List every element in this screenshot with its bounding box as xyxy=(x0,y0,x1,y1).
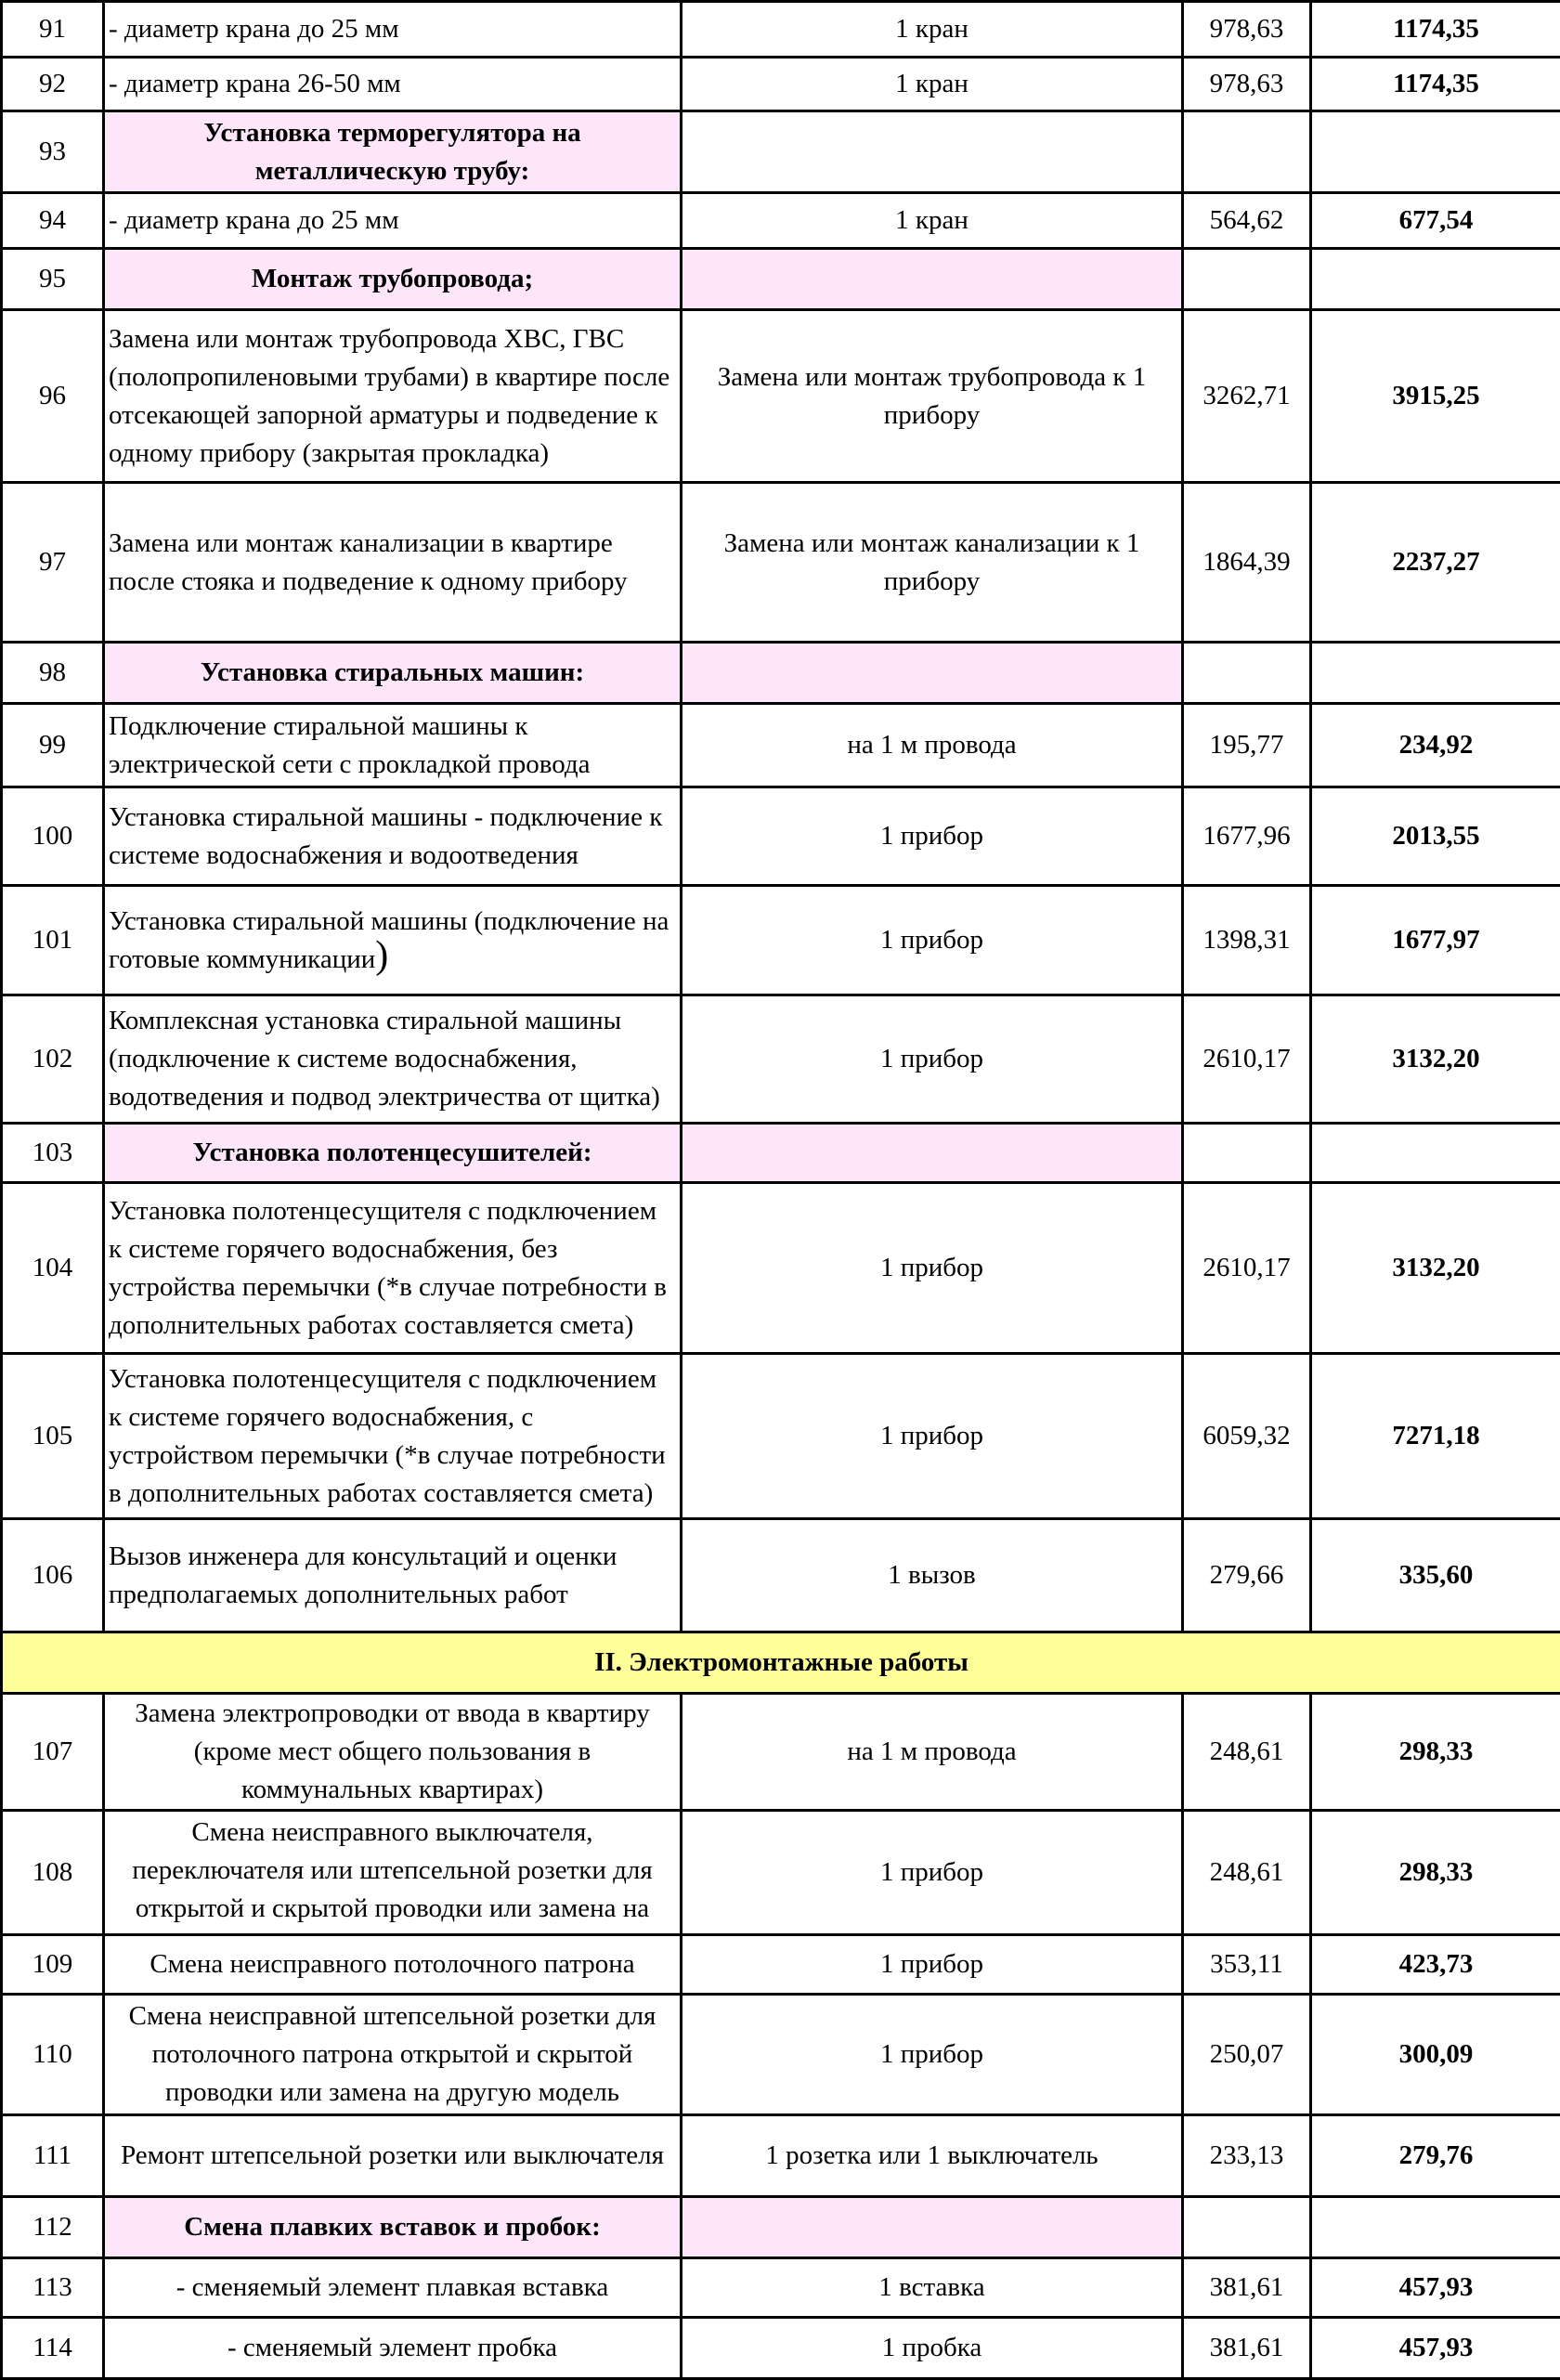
table-row xyxy=(2,1935,1560,1995)
price-value: 2610,17 xyxy=(1183,995,1311,1124)
service-description: - сменяемый элемент пробка xyxy=(104,2318,682,2379)
unit-of-measure xyxy=(682,249,1183,310)
table-row xyxy=(2,995,1560,1124)
table-row xyxy=(2,193,1560,249)
service-description xyxy=(104,995,682,1124)
total-price-value xyxy=(1311,249,1560,310)
service-description: Подключение стиральной машины к электрической сети с прокладкой провода xyxy=(104,704,682,787)
price-value xyxy=(1183,643,1311,704)
price-value: 279,66 xyxy=(1183,1519,1311,1632)
unit-of-measure: 1 розетка или 1 выключатель xyxy=(682,2115,1183,2197)
price-value: 248,61 xyxy=(1183,1811,1311,1935)
unit-of-measure: 1 кран xyxy=(682,193,1183,249)
unit-of-measure: на 1 м провода xyxy=(682,1694,1183,1811)
unit-of-measure: 1 прибор xyxy=(682,1811,1183,1935)
row-number: 103 xyxy=(2,1124,104,1183)
row-number: 109 xyxy=(2,1935,104,1995)
price-value: 1398,31 xyxy=(1183,886,1311,995)
table-row xyxy=(2,483,1560,643)
group-heading: Установка стиральных машин: xyxy=(104,643,682,704)
service-description-text: Установка стиральной машины - подключение к системе водоснабжения и водоотведения xyxy=(109,799,676,875)
unit-of-measure xyxy=(682,2197,1183,2258)
unit-of-measure: 1 вызов xyxy=(682,1519,1183,1632)
price-value: 250,07 xyxy=(1183,1995,1311,2115)
service-description xyxy=(104,1354,682,1519)
service-description: Ремонт штепсельной розетки или выключателя xyxy=(104,2115,682,2197)
closing-paren: ) xyxy=(375,934,388,977)
service-description: Замена или монтаж канализации в квартире после стояка и подведение к одному прибору xyxy=(104,483,682,643)
service-description-text: Установка полотенцесущителя с подключением к системе горячего водоснабжения, с устройством перемычки (*в случае потребности в дополнительных работах составляется смета) xyxy=(109,1360,676,1513)
unit-of-measure: 1 пробка xyxy=(682,2318,1183,2379)
service-description xyxy=(104,886,682,995)
total-price-value: 3915,25 xyxy=(1311,310,1560,483)
table-row xyxy=(2,2115,1560,2197)
row-number: 114 xyxy=(2,2318,104,2379)
total-price-value: 2013,55 xyxy=(1311,787,1560,886)
unit-of-measure: 1 прибор xyxy=(682,787,1183,886)
service-description xyxy=(104,1811,682,1935)
group-heading: Установка полотенцесушителей: xyxy=(104,1124,682,1183)
row-number: 101 xyxy=(2,886,104,995)
row-number: 98 xyxy=(2,643,104,704)
service-description: Замена электропроводки от ввода в квартиру (кроме мест общего пользования в коммунальных квартирах) xyxy=(104,1694,682,1811)
service-description: Вызов инженера для консультаций и оценки предполагаемых дополнительных работ xyxy=(104,1519,682,1632)
row-number: 107 xyxy=(2,1694,104,1811)
total-price-value: 677,54 xyxy=(1311,193,1560,249)
unit-of-measure: 1 вставка xyxy=(682,2258,1183,2318)
row-number: 102 xyxy=(2,995,104,1124)
unit-of-measure: 1 прибор xyxy=(682,995,1183,1124)
table-row xyxy=(2,1995,1560,2115)
table-row xyxy=(2,2318,1560,2379)
service-description: Смена неисправного потолочного патрона xyxy=(104,1935,682,1995)
service-description: - сменяемый элемент плавкая вставка xyxy=(104,2258,682,2318)
service-description: - диаметр крана до 25 мм xyxy=(104,2,682,58)
total-price-value: 3132,20 xyxy=(1311,995,1560,1124)
row-number: 91 xyxy=(2,2,104,58)
row-number: 111 xyxy=(2,2115,104,2197)
service-description-text: Замена или монтаж трубопровода ХВС, ГВС (полопропиленовыми трубами) в квартире после отсекающей запорной арматуры и подведение к одному прибору (закрытая прокладка) xyxy=(109,320,676,473)
price-value xyxy=(1183,1124,1311,1183)
table-row xyxy=(2,111,1560,193)
price-value: 248,61 xyxy=(1183,1694,1311,1811)
total-price-value: 3132,20 xyxy=(1311,1183,1560,1354)
service-description: - диаметр крана до 25 мм xyxy=(104,193,682,249)
group-heading: Монтаж трубопровода; xyxy=(104,249,682,310)
price-value: 564,62 xyxy=(1183,193,1311,249)
section-row xyxy=(2,1632,1560,1694)
table-row xyxy=(2,1183,1560,1354)
total-price-value: 2237,27 xyxy=(1311,483,1560,643)
table-row xyxy=(2,2197,1560,2258)
row-number: 105 xyxy=(2,1354,104,1519)
unit-of-measure: Замена или монтаж канализации к 1 прибору xyxy=(682,483,1183,643)
price-value: 381,61 xyxy=(1183,2258,1311,2318)
service-description xyxy=(104,1183,682,1354)
row-number: 92 xyxy=(2,58,104,111)
total-price-value: 457,93 xyxy=(1311,2318,1560,2379)
unit-of-measure: 1 прибор xyxy=(682,886,1183,995)
service-description-text: Комплексная установка стиральной машины (подключение к системе водоснабжения, водотведения и подвод электричества от щитка) xyxy=(109,1002,676,1116)
service-description-text: Смена неисправного выключателя, переключателя или штепсельной розетки для открытой и скрытой проводки или замена на xyxy=(109,1814,676,1932)
unit-of-measure: 1 прибор xyxy=(682,1354,1183,1519)
row-number: 97 xyxy=(2,483,104,643)
total-price-value: 298,33 xyxy=(1311,1694,1560,1811)
table-row xyxy=(2,2258,1560,2318)
total-price-value: 1677,97 xyxy=(1311,886,1560,995)
service-description: - диаметр крана 26-50 мм xyxy=(104,58,682,111)
row-number: 96 xyxy=(2,310,104,483)
total-price-value: 298,33 xyxy=(1311,1811,1560,1935)
table-row xyxy=(2,704,1560,787)
unit-of-measure: 1 прибор xyxy=(682,1935,1183,1995)
price-value: 978,63 xyxy=(1183,2,1311,58)
total-price-value xyxy=(1311,2197,1560,2258)
row-number: 100 xyxy=(2,787,104,886)
unit-of-measure: 1 прибор xyxy=(682,1995,1183,2115)
unit-of-measure xyxy=(682,1124,1183,1183)
table-row xyxy=(2,310,1560,483)
row-number: 94 xyxy=(2,193,104,249)
unit-of-measure: Замена или монтаж трубопровода к 1 прибору xyxy=(682,310,1183,483)
row-number: 99 xyxy=(2,704,104,787)
total-price-value: 335,60 xyxy=(1311,1519,1560,1632)
row-number: 113 xyxy=(2,2258,104,2318)
price-value: 195,77 xyxy=(1183,704,1311,787)
price-value: 2610,17 xyxy=(1183,1183,1311,1354)
row-number: 95 xyxy=(2,249,104,310)
unit-of-measure: 1 прибор xyxy=(682,1183,1183,1354)
price-value: 1864,39 xyxy=(1183,483,1311,643)
service-description xyxy=(104,787,682,886)
price-value: 381,61 xyxy=(1183,2318,1311,2379)
price-value xyxy=(1183,111,1311,193)
service-description-text: Смена неисправной штепсельной розетки для потолочного патрона открытой и скрытой проводки или замена на другую модель xyxy=(109,1997,676,2112)
unit-of-measure: 1 кран xyxy=(682,2,1183,58)
table-row xyxy=(2,1694,1560,1811)
table-row xyxy=(2,2,1560,58)
service-description xyxy=(104,1995,682,2115)
row-number: 110 xyxy=(2,1995,104,2115)
table-row xyxy=(2,1124,1560,1183)
table-row xyxy=(2,886,1560,995)
service-description-text: Установка полотенцесущителя с подключением к системе горячего водоснабжения, без устройства перемычки (*в случае потребности в дополнительных работах составляется смета) xyxy=(109,1192,676,1345)
table-row xyxy=(2,58,1560,111)
total-price-value: 300,09 xyxy=(1311,1995,1560,2115)
total-price-value xyxy=(1311,643,1560,704)
group-heading: Смена плавких вставок и пробок: xyxy=(104,2197,682,2258)
price-value: 978,63 xyxy=(1183,58,1311,111)
row-number: 106 xyxy=(2,1519,104,1632)
total-price-value: 234,92 xyxy=(1311,704,1560,787)
row-number: 104 xyxy=(2,1183,104,1354)
total-price-value xyxy=(1311,1124,1560,1183)
unit-of-measure xyxy=(682,111,1183,193)
row-number: 112 xyxy=(2,2197,104,2258)
unit-of-measure xyxy=(682,643,1183,704)
total-price-value: 1174,35 xyxy=(1311,58,1560,111)
price-value: 233,13 xyxy=(1183,2115,1311,2197)
table-row xyxy=(2,1519,1560,1632)
total-price-value: 7271,18 xyxy=(1311,1354,1560,1519)
price-value xyxy=(1183,249,1311,310)
service-description-text: Установка стиральной машины (подключение на готовые коммуникации xyxy=(109,906,669,974)
total-price-value xyxy=(1311,111,1560,193)
table-row xyxy=(2,1354,1560,1519)
table-row xyxy=(2,787,1560,886)
unit-of-measure: на 1 м провода xyxy=(682,704,1183,787)
total-price-value: 1174,35 xyxy=(1311,2,1560,58)
price-value: 3262,71 xyxy=(1183,310,1311,483)
row-number: 108 xyxy=(2,1811,104,1935)
price-value: 6059,32 xyxy=(1183,1354,1311,1519)
price-value: 353,11 xyxy=(1183,1935,1311,1995)
service-description xyxy=(104,310,682,483)
unit-of-measure: 1 кран xyxy=(682,58,1183,111)
price-value: 1677,96 xyxy=(1183,787,1311,886)
row-number: 93 xyxy=(2,111,104,193)
total-price-value: 457,93 xyxy=(1311,2258,1560,2318)
total-price-value: 423,73 xyxy=(1311,1935,1560,1995)
section-title: II. Электромонтажные работы xyxy=(2,1632,1560,1694)
table-row xyxy=(2,249,1560,310)
group-heading: Установка терморегулятора на металлическую трубу: xyxy=(104,111,682,193)
price-value xyxy=(1183,2197,1311,2258)
table-row xyxy=(2,643,1560,704)
total-price-value: 279,76 xyxy=(1311,2115,1560,2197)
table-row xyxy=(2,1811,1560,1935)
